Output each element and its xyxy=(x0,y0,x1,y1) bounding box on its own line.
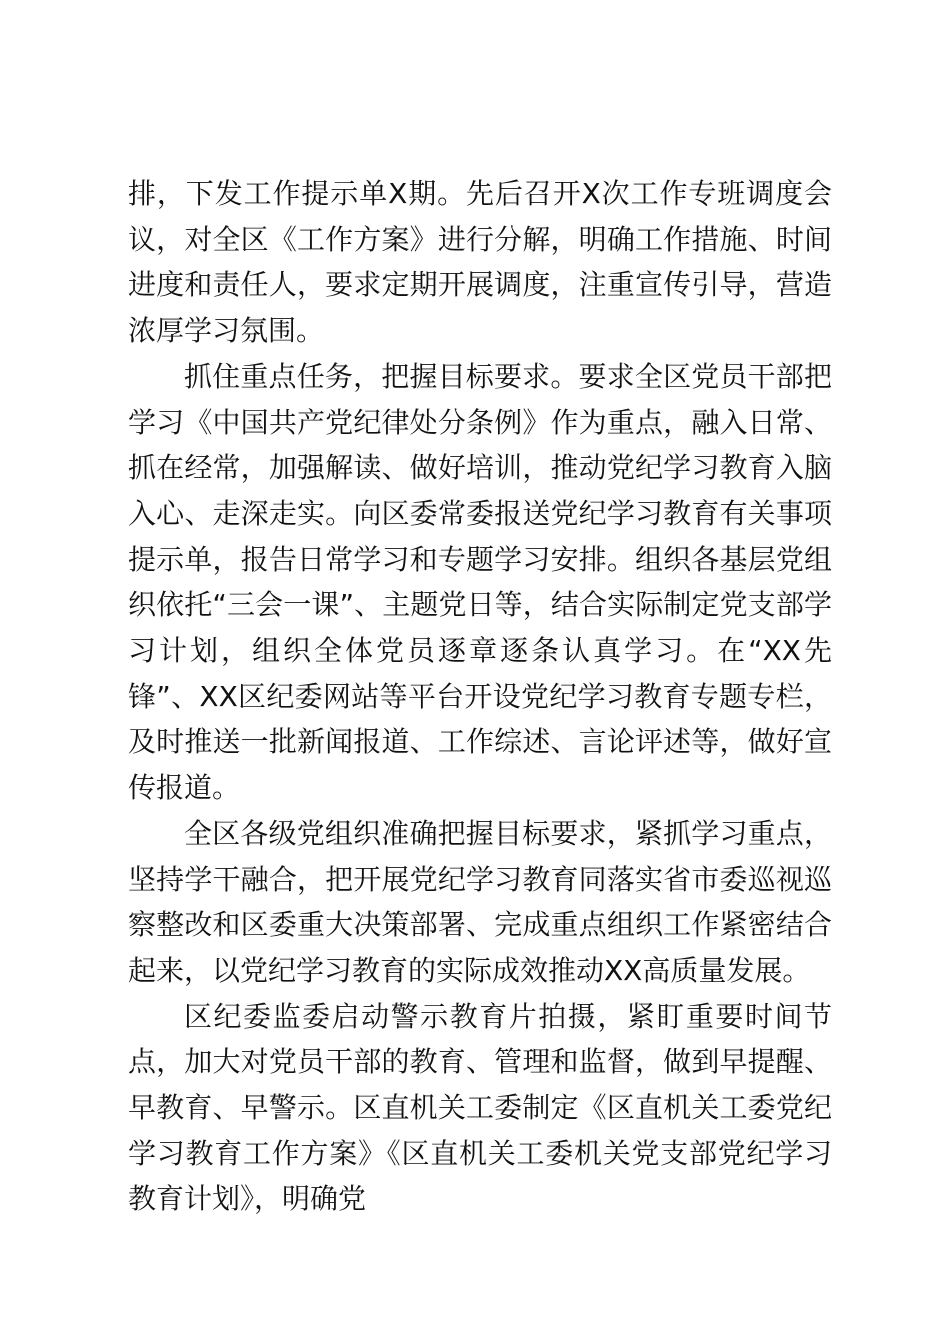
paragraph-party-organizations: 全区各级党组织准确把握目标要求，紧抓学习重点，坚持学干融合，把开展党纪学习教育同落实省市委巡视巡察整改和区委重大决策部署、完成重点组织工作紧密结合起来，以党纪学习教育的实际成效推动XX高质量发展。 xyxy=(128,816,832,987)
document-body xyxy=(128,171,832,1222)
paragraph-key-tasks: 抓住重点任务，把握目标要求。要求全区党员干部把学习《中国共产党纪律处分条例》作为重点，融入日常、抓在经常，加强解读、做好培训，推动党纪学习教育入脑入心、走深走实。向区委常委报送党纪学习教育有关事项提示单，报告日常学习和专题学习安排。组织各基层党组织依托“三会一课”、主题党日等，结合实际制定党支部学习计划，组织全体党员逐章逐条认真学习。在“XX先锋”、XX区纪委网站等平台开设党纪学习教育专题专栏，及时推送一批新闻报道、工作综述、言论评述等，做好宣传报道。 xyxy=(128,359,832,805)
paragraph-continued: 排，下发工作提示单X期。先后召开X次工作专班调度会议，对全区《工作方案》进行分解，明确工作措施、时间进度和责任人，要求定期开展调度，注重宣传引导，营造浓厚学习氛围。 xyxy=(128,177,832,348)
paragraph-discipline-commission: 区纪委监委启动警示教育片拍摄，紧盯重要时间节点，加大对党员干部的教育、管理和监督，做到早提醒、早教育、早警示。区直机关工委制定《区直机关工委党纪学习教育工作方案》《区直机关工委机关党支部党纪学习教育计划》，明确党 xyxy=(128,999,832,1216)
